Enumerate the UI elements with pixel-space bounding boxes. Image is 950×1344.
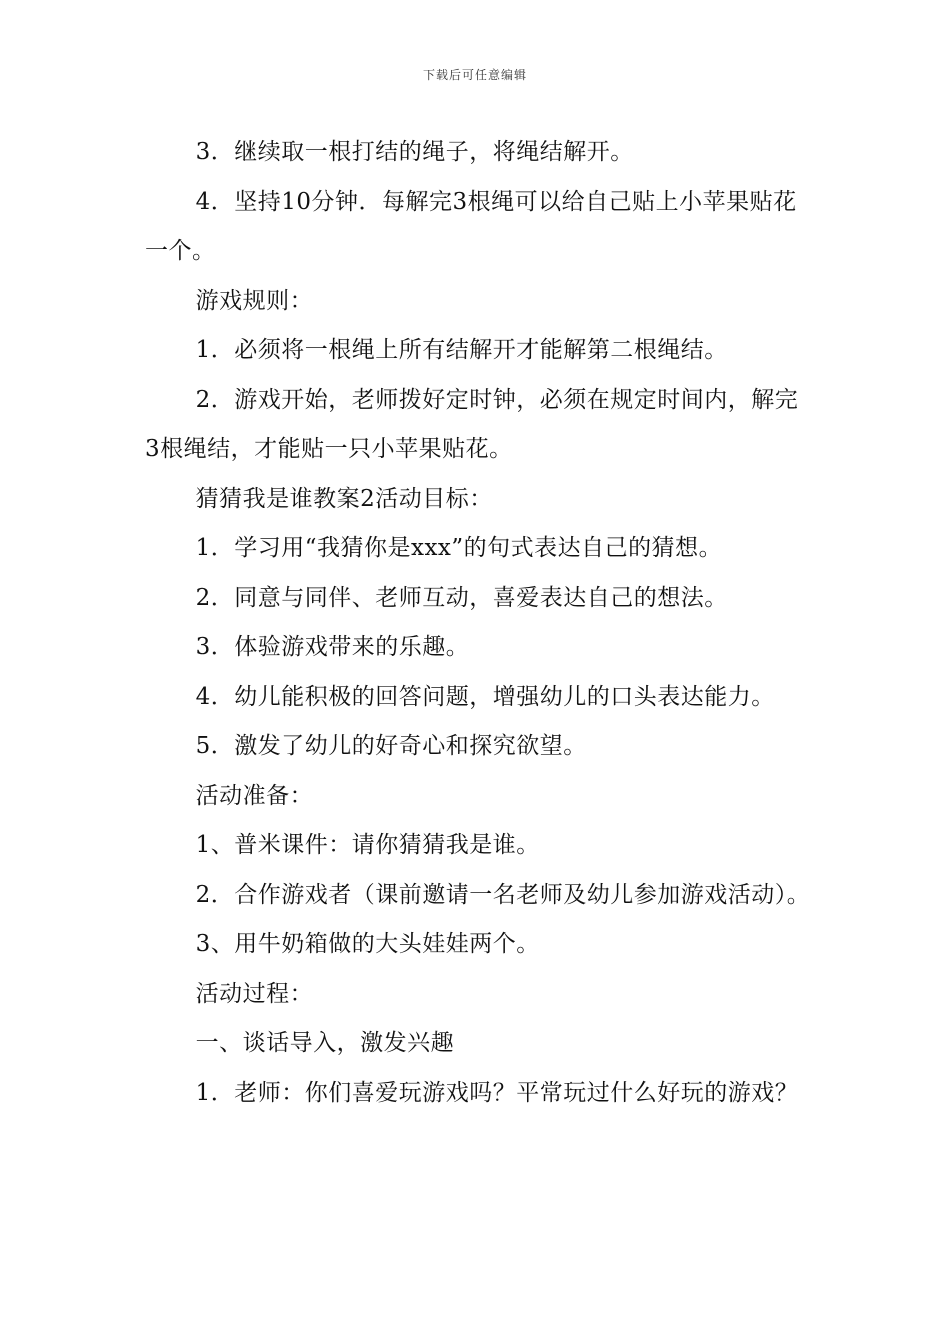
paragraph: 2．同意与同伴、老师互动，喜爱表达自己的想法。	[195, 584, 728, 611]
paragraph: 3．体验游戏带来的乐趣。	[195, 634, 470, 660]
paragraph: 1．必须将一根绳上所有结解开才能解第二根绳结。	[195, 337, 728, 363]
paragraph: 活动准备：	[195, 782, 314, 809]
paragraph: 3．继续取一根打结的绳子，将绳结解开。	[195, 139, 634, 165]
paragraph: 游戏规则：	[195, 287, 314, 314]
paragraph: 2．合作游戏者（课前邀请一名老师及幼儿参加游戏活动）。	[195, 881, 811, 908]
paragraph: 1．学习用“我猜你是xxx”的句式表达自己的猜想。	[195, 535, 723, 561]
paragraph: 1、普米课件：请你猜猜我是谁。	[195, 832, 540, 858]
paragraph: 4．坚持10分钟．每解完3根绳可以给自己贴上小苹果贴花一个。	[145, 188, 797, 264]
paragraph: 4．幼儿能积极的回答问题，增强幼儿的口头表达能力。	[195, 683, 775, 710]
paragraph: 一、谈话导入，激发兴趣	[195, 1030, 455, 1056]
page-header-note: 下载后可任意编辑	[422, 68, 527, 82]
paragraph: 2．游戏开始，老师拨好定时钟，必须在规定时间内，解完3根绳结，才能贴一只小苹果贴花。	[145, 386, 799, 462]
paragraph: 5．激发了幼儿的好奇心和探究欲望。	[195, 733, 587, 759]
paragraph: 活动过程：	[195, 980, 314, 1007]
paragraph: 猜猜我是谁教案2活动目标：	[195, 485, 493, 512]
document-body	[145, 128, 813, 1118]
paragraph: 1．老师：你们喜爱玩游戏吗？平常玩过什么好玩的游戏？	[195, 1079, 799, 1106]
paragraph: 3、用牛奶箱做的大头娃娃两个。	[195, 931, 540, 957]
